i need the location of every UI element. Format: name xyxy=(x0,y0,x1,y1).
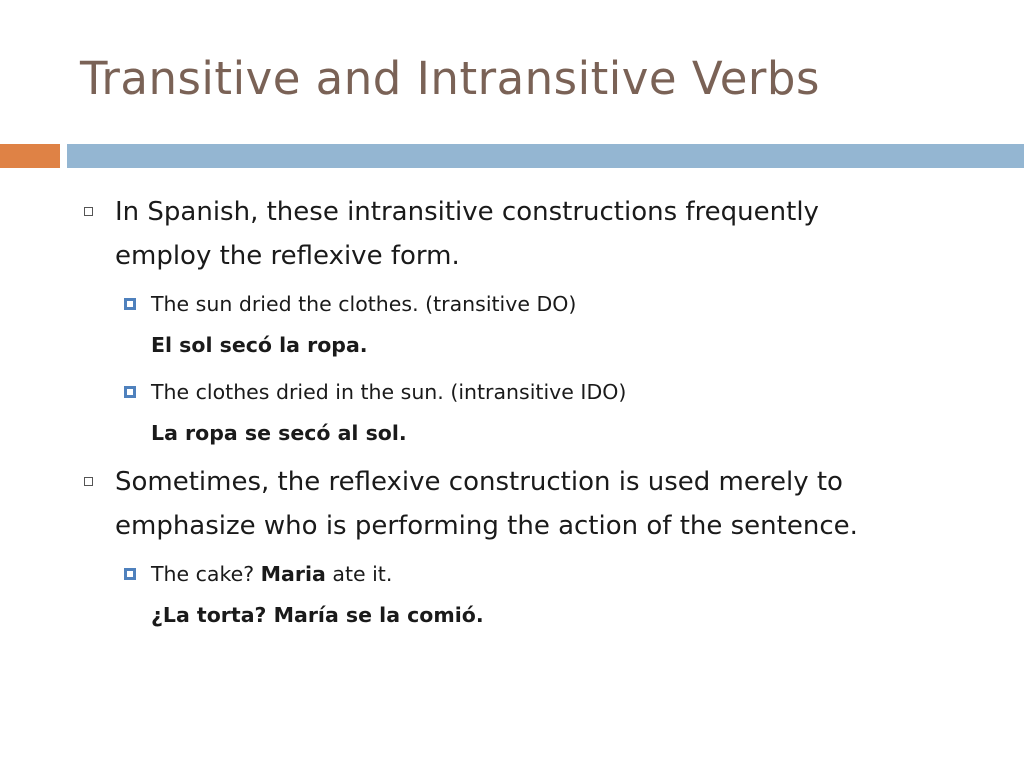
slide-content xyxy=(80,190,990,642)
point-2-line-1: Sometimes, the reflexive construction is used merely to xyxy=(115,467,843,497)
bullet-point-2 xyxy=(80,460,990,548)
example-spanish: El sol secó la ropa. xyxy=(151,333,368,357)
point-2-line-2: emphasize who is performing the action of the sentence. xyxy=(115,511,858,541)
filled-square-icon xyxy=(124,386,136,398)
example-spanish: ¿La torta? María se la comió. xyxy=(151,603,484,627)
sub-point-1-1 xyxy=(80,284,990,366)
filled-square-icon xyxy=(124,568,136,580)
example-english-after: ate it. xyxy=(325,562,393,586)
title-underline-bar xyxy=(67,144,1024,168)
slide-title: Transitive and Intransitive Verbs xyxy=(80,52,820,105)
example-english xyxy=(151,554,990,595)
hollow-square-icon xyxy=(84,207,93,216)
bullet-point-1 xyxy=(80,190,990,278)
example-english: The sun dried the clothes. (transitive DO) xyxy=(151,292,577,316)
sub-point-2-1 xyxy=(80,554,990,636)
example-english: The clothes dried in the sun. (intransitive IDO) xyxy=(151,380,627,404)
sub-point-1-2 xyxy=(80,372,990,454)
point-1-line-1: In Spanish, these intransitive constructions frequently xyxy=(115,197,819,227)
accent-bar xyxy=(0,144,60,168)
point-1-line-2: employ the reflexive form. xyxy=(115,241,460,271)
example-english-bold: Maria xyxy=(260,562,326,586)
example-english-before: The cake? xyxy=(151,562,261,586)
filled-square-icon xyxy=(124,298,136,310)
hollow-square-icon xyxy=(84,477,93,486)
example-spanish: La ropa se secó al sol. xyxy=(151,421,407,445)
